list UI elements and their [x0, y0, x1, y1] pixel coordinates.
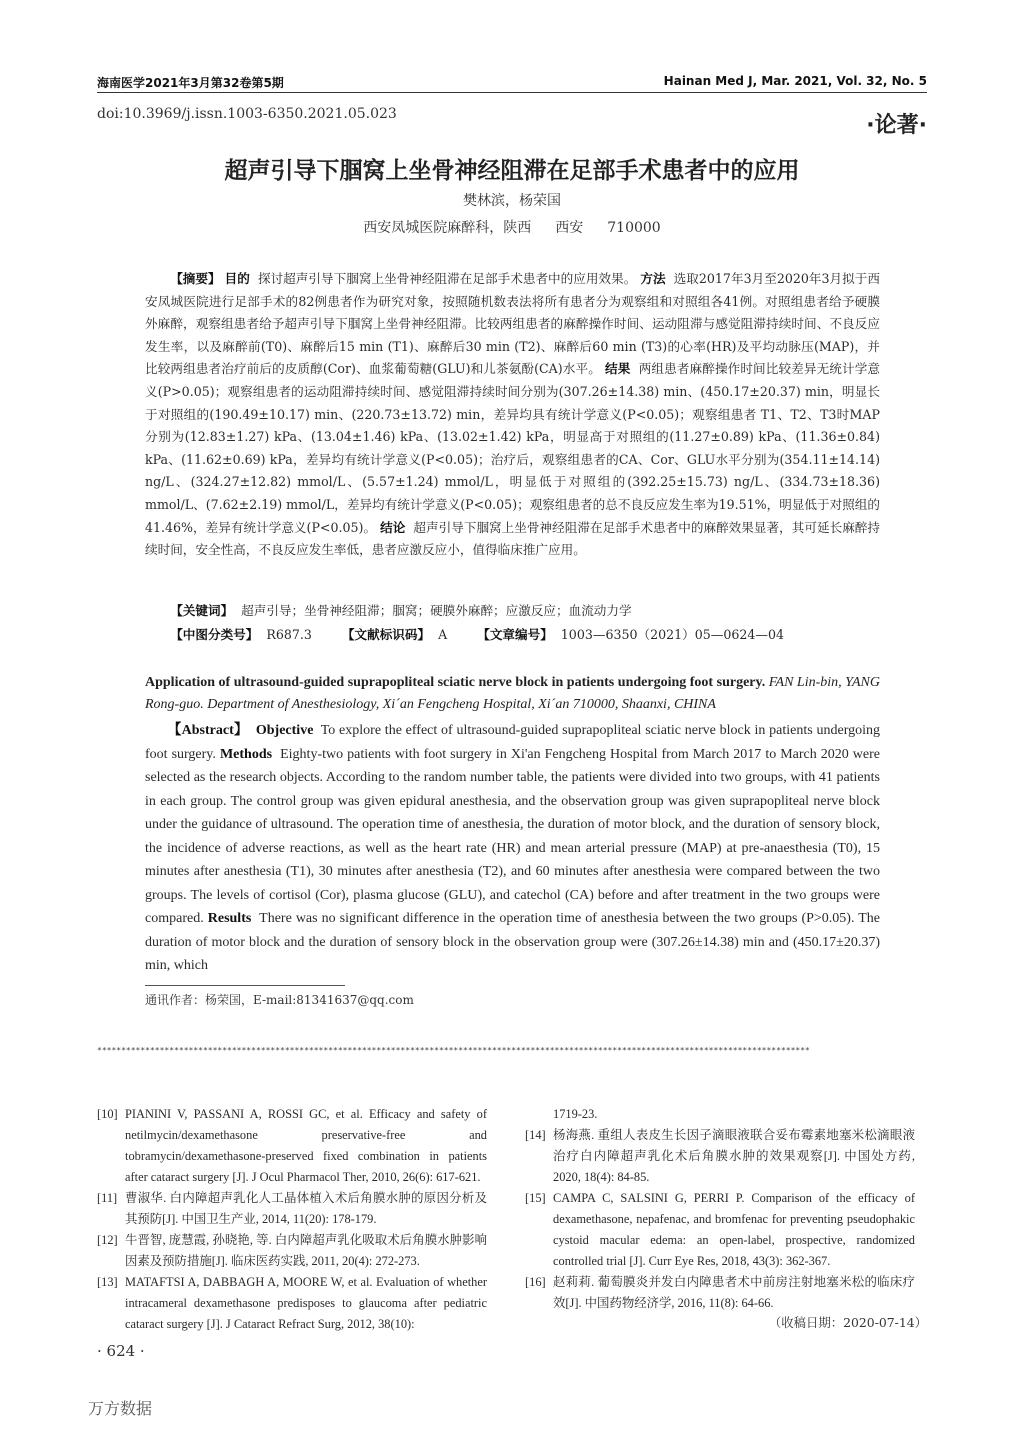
- en-authors-affiliation: FAN Lin-bin, YANG Rong-guo. Department of Anesthesiology, Xi´an Fengcheng Hospital, Xi´an 710000, Shaanxi, CHINA: [145, 675, 880, 712]
- affiliation-org: 西安凤城医院麻醉科，陕西: [363, 220, 532, 236]
- authors: 樊林滨，杨荣国: [463, 193, 561, 209]
- reference-continuation: 1719-23.: [553, 1107, 598, 1121]
- doc-code-label: 【文献标识码】: [341, 627, 431, 642]
- corresponding-author-footnote: 通讯作者：杨荣国，E-mail:81341637@qq.com: [145, 993, 414, 1007]
- reference-item: [14] 杨海燕. 重组人表皮生长因子滴眼液联合妥布霉素地塞米松滴眼液治疗白内障超声乳化术后角膜水肿的效果观察[J]. 中国处方药, 2020, 18(4): 84-85.: [525, 1128, 915, 1184]
- cn-objective-label: 目的: [224, 271, 250, 286]
- references-right: [525, 1104, 915, 1314]
- keywords: [145, 600, 880, 622]
- cn-methods: 选取2017年3月至2020年3月拟于西安凤城医院进行足部手术的82例患者作为研究对象，按照随机数表法将所有患者分为观察组和对照组各41例。对照组患者给予硬膜外麻醉，观察组患者给予超声引导下腘窝上坐骨神经阻滞。比较两组患者的麻醉操作时间、运动阻滞与感觉阻滞持续时间、不良反应发生率，以及麻醉前(T0)、麻醉后15 min (T1)、麻醉后30 min (T2)、麻醉后60 min (T3)的心率(HR)及平均动脉压(MAP)，并比较两组患者治疗前后的皮质醇(Cor)、血浆葡萄糖(GLU)和儿茶氨酚(CA)水平。: [145, 271, 880, 377]
- watermark: 万方数据: [88, 1399, 153, 1418]
- cn-results-label: 结果: [605, 361, 631, 377]
- en-title-block: [145, 672, 880, 716]
- keywords-text: 超声引导；坐骨神经阻滞；腘窝；硬膜外麻醉；应激反应；血流动力学: [241, 603, 632, 618]
- doi[interactable]: doi:10.3969/j.issn.1003-6350.2021.05.023: [97, 106, 397, 122]
- en-abstract-label: 【Abstract】: [167, 723, 249, 738]
- cn-conclusion: 超声引导下腘窝上坐骨神经阻滞在足部手术患者中的麻醉效果显著，其可延长麻醉持续时间，安全性高，不良反应发生率低，患者应激反应小，值得临床推广应用。: [145, 519, 881, 558]
- affiliation: [97, 217, 927, 237]
- cn-objective: 探讨超声引导下腘窝上坐骨神经阻滞在足部手术患者中的应用效果。: [257, 271, 637, 286]
- keywords-label: 【关键词】: [170, 603, 234, 618]
- en-objective-label: Objective: [255, 723, 314, 738]
- journal-header-cn: 海南医学2021年3月第32卷第5期: [97, 76, 284, 90]
- footnote-rule: [145, 985, 345, 986]
- reference-item: [10] PIANINI V, PASSANI A, ROSSI GC, et al. Efficacy and safety of netilmycin/dexamethasone preservative-free and tobramycin/dexamethasone-preserved fixed combination in patients after cataract surgery [J]. J Ocul Pharmacol Ther, 2010, 26(6): 617-621.: [97, 1107, 487, 1184]
- cn-conclusion-label: 结论: [380, 519, 406, 535]
- doc-code-value: A: [438, 627, 448, 642]
- article-no-value: 1003—6350（2021）05—0624—04: [560, 627, 785, 642]
- received-date: （收稿日期：2020-07-14）: [768, 1315, 927, 1330]
- references-left: [97, 1104, 487, 1335]
- clc-label: 【中图分类号】: [170, 627, 259, 642]
- reference-item: [13] MATAFTSI A, DABBAGH A, MOORE W, et al. Evaluation of whether intracameral dexamethasone predisposes to glaucoma after pediatric cataract surgery [J]. J Cataract Refract Surg, 2012, 38(10):: [97, 1275, 487, 1331]
- separator-stars: ****************************************************************************************************************************************************: [97, 1046, 810, 1055]
- reference-item: [16] 赵莉莉. 葡萄膜炎并发白内障患者术中前房注射地塞米松的临床疗效[J]. 中国药物经济学, 2016, 11(8): 64-66.: [525, 1275, 915, 1310]
- header-rule: [97, 92, 927, 93]
- classification: [145, 624, 880, 646]
- reference-item: [12] 牛晋智, 庞慧霞, 孙晓艳, 等. 白内障超声乳化吸取术后角膜水肿影响因素及预防措施[J]. 临床医药实践, 2011, 20(4): 272-273.: [97, 1233, 487, 1268]
- en-results-label: Results: [207, 911, 252, 926]
- paper-title: 超声引导下腘窝上坐骨神经阻滞在足部手术患者中的应用: [224, 158, 800, 184]
- cn-results: 两组患者麻醉操作时间比较差异无统计学意义(P>0.05)；观察组患者的运动阻滞持续时间、感觉阻滞持续时间分别为(307.26±14.38) min、(450.17±20.37) min，明显长于对照组的(190.49±10.17) min、(220.73±13.72) min，差异均具有统计学意义(P<0.05)；观察组患者 T1、T2、T3时MAP分别为(12.83±1.27) kPa、(13.04±1.46) kPa、(13.02±1.42) kPa，明显高于对照组的(11.27±0.89) kPa、(11.36±0.84) kPa、(11.62±0.69) kPa，差异均有统计学意义(P<0.05)；治疗后，观察组患者的CA、Cor、GLU水平分别为(354.11±14.14) ng/L、(324.27±12.82) mmol/L、(5.57±1.24) mmol/L，明显低于对照组的(392.25±15.73) ng/L、(334.73±18.36) mmol/L、(7.62±2.19) mmol/L，差异均有统计学意义(P<0.05)；观察组患者的总不良反应发生率为19.51%，明显低于对照组的41.46%，差异有统计学意义(P<0.05)。: [145, 361, 881, 535]
- en-results: There was no significant difference in the operation time of anesthesia between the two groups (P>0.05). The duration of motor block and the duration of sensory block in the observation group were (307.26±14.38) min and (450.17±20.37) min, which: [145, 911, 881, 973]
- affiliation-city: 西安: [555, 220, 584, 236]
- en-abstract: [145, 719, 880, 978]
- section-label: ·论著·: [866, 113, 927, 138]
- reference-item: [15] CAMPA C, SALSINI G, PERRI P. Comparison of the efficacy of dexamethasone, nepafenac, and bromfenac for preventing pseudophakic cystoid macular edema: an open-label, prospective, randomized controlled trial [J]. Curr Eye Res, 2018, 43(3): 362-367.: [525, 1191, 915, 1268]
- page-number: · 624 ·: [97, 1342, 145, 1360]
- cn-abstract-label: 【摘要】: [170, 271, 221, 286]
- reference-item: [11] 曹淑华. 白内障超声乳化人工晶体植入术后角膜水肿的原因分析及其预防[J]. 中国卫生产业, 2014, 11(20): 178-179.: [97, 1191, 487, 1226]
- cn-abstract: [145, 268, 880, 562]
- en-title: Application of ultrasound-guided suprapopliteal sciatic nerve block in patients undergoing foot surgery.: [145, 675, 766, 690]
- en-objective: To explore the effect of ultrasound-guided suprapopliteal sciatic nerve block in patients undergoing foot surgery.: [145, 723, 880, 762]
- affiliation-zip: 710000: [607, 220, 661, 236]
- article-no-label: 【文章编号】: [477, 627, 553, 642]
- en-methods-label: Methods: [219, 746, 273, 762]
- journal-header-en: Hainan Med J, Mar. 2021, Vol. 32, No. 5: [663, 74, 927, 88]
- clc-value: R687.3: [266, 627, 312, 642]
- en-methods: Eighty-two patients with foot surgery in Xi'an Fengcheng Hospital from March 2017 to March 2020 were selected as the research objects. According to the random number table, the patients were divided into two groups, with 41 patients in each group. The control group was given epidural anesthesia, and the observation group was given suprapopliteal nerve block under the guidance of ultrasound. The operation time of anesthesia, the duration of motor block, and the duration of sensory block, the incidence of adverse reactions, as well as the heart rate (HR) and mean arterial pressure (MAP) at pre-anaesthesia (T0), 15 minutes after anesthesia (T1), 30 minutes after anesthesia (T2), and 60 minutes after anesthesia were compared between the two groups. The levels of cortisol (Cor), plasma glucose (GLU), and catechol (CA) before and after treatment in the two groups were compared.: [145, 746, 881, 926]
- cn-methods-label: 方法: [640, 271, 666, 286]
